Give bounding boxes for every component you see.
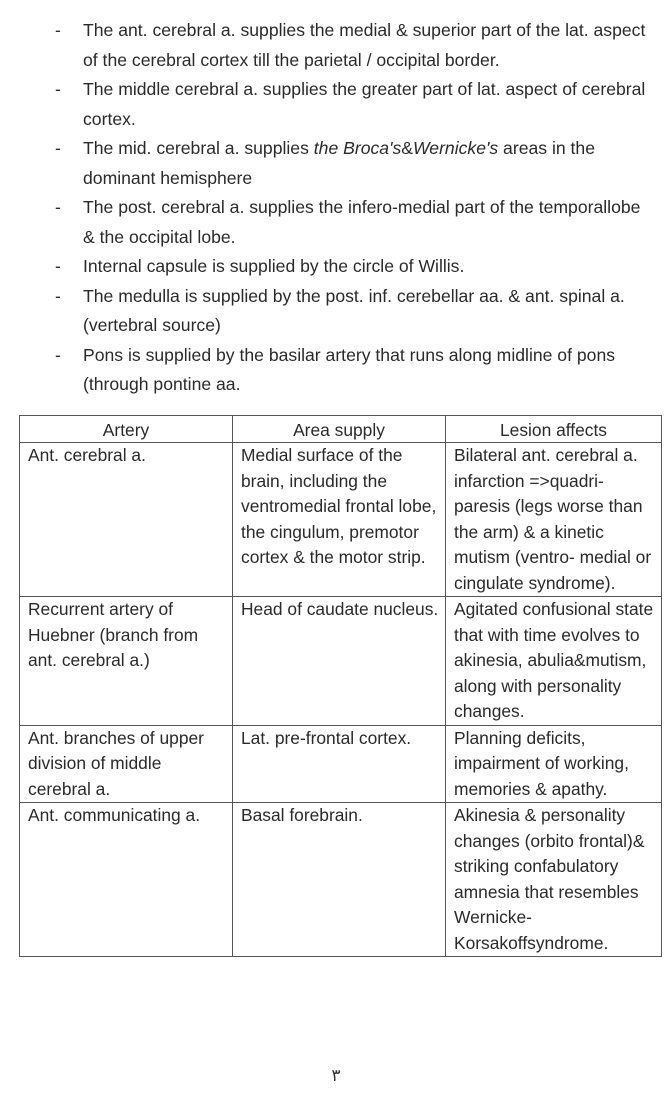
bullet-text-ampersand: & bbox=[401, 138, 413, 158]
cell-artery: Ant. communicating a. bbox=[20, 803, 233, 957]
bullet-dash: - bbox=[55, 197, 61, 217]
cell-artery: Ant. cerebral a. bbox=[20, 443, 233, 597]
bullet-item bbox=[0, 75, 672, 134]
page-number: ٣ bbox=[331, 1066, 341, 1086]
bullet-item bbox=[0, 341, 672, 400]
cell-lesion: Bilateral ant. cerebral a. infarction =>quadri-paresis (legs worse than the arm) & a kinetic mutism (ventro- medial or cingulate syndrome). bbox=[446, 443, 662, 597]
cell-artery: Recurrent artery of Huebner (branch from ant. cerebral a.) bbox=[20, 597, 233, 726]
bullet-dash: - bbox=[55, 138, 61, 158]
bullet-text: The middle cerebral a. supplies the greater part of lat. aspect of cerebral cortex. bbox=[83, 79, 646, 129]
bullet-item bbox=[0, 282, 672, 341]
bullet-dash: - bbox=[55, 79, 61, 99]
bullet-item bbox=[0, 16, 672, 75]
bullet-text: The medulla is supplied by the post. inf. cerebellar aa. & ant. spinal a. (vertebral source) bbox=[83, 285, 625, 335]
cell-area: Medial surface of the brain, including the ventromedial frontal lobe, the cingulum, premotor cortex & the motor strip. bbox=[233, 443, 446, 597]
table-row bbox=[20, 443, 662, 597]
bullet-text: The ant. cerebral a. supplies the medial & superior part of the lat. aspect of the cerebral cortex till the parietal / occipital border. bbox=[83, 20, 646, 70]
cell-area: Lat. pre-frontal cortex. bbox=[233, 725, 446, 803]
bullet-text-pre: The mid. cerebral a. supplies bbox=[83, 138, 314, 158]
bullet-item bbox=[0, 252, 672, 282]
bullet-item bbox=[0, 193, 672, 252]
bullet-list bbox=[0, 16, 672, 400]
bullet-text-italic-broca: the Broca's bbox=[313, 138, 402, 158]
bullet-item bbox=[0, 134, 672, 193]
table-row bbox=[20, 725, 662, 803]
table-header-row bbox=[20, 416, 662, 443]
bullet-text-italic-wernicke: Wernicke's bbox=[413, 138, 499, 158]
bullet-text: Pons is supplied by the basilar artery that runs along midline of pons (through pontine aa. bbox=[83, 344, 616, 394]
bullet-text: Internal capsule is supplied by the circle of Willis. bbox=[83, 256, 465, 276]
cell-lesion: Agitated confusional state that with time evolves to akinesia, abulia&mutism, along with personality changes. bbox=[446, 597, 662, 726]
cell-area: Basal forebrain. bbox=[233, 803, 446, 957]
table-row bbox=[20, 597, 662, 726]
bullet-text-post: areas in the dominant hemisphere bbox=[83, 138, 595, 188]
bullet-dash: - bbox=[55, 256, 61, 276]
table-row bbox=[20, 803, 662, 957]
artery-supply-table bbox=[19, 415, 662, 957]
cell-lesion: Planning deficits, impairment of working, memories & apathy. bbox=[446, 725, 662, 803]
bullet-dash: - bbox=[55, 344, 61, 365]
bullet-dash: - bbox=[55, 285, 61, 306]
cell-area: Head of caudate nucleus. bbox=[233, 597, 446, 726]
header-lesion-affects: Lesion affects bbox=[446, 416, 662, 443]
bullet-dash: - bbox=[55, 20, 61, 40]
cell-lesion: Akinesia & personality changes (orbito frontal)& striking confabulatory amnesia that resembles Wernicke-Korsakoffsyndrome. bbox=[446, 803, 662, 957]
header-artery: Artery bbox=[20, 416, 233, 443]
cell-artery: Ant. branches of upper division of middle cerebral a. bbox=[20, 725, 233, 803]
header-area-supply: Area supply bbox=[233, 416, 446, 443]
bullet-text: The post. cerebral a. supplies the infero-medial part of the temporallobe & the occipital lobe. bbox=[83, 197, 641, 247]
